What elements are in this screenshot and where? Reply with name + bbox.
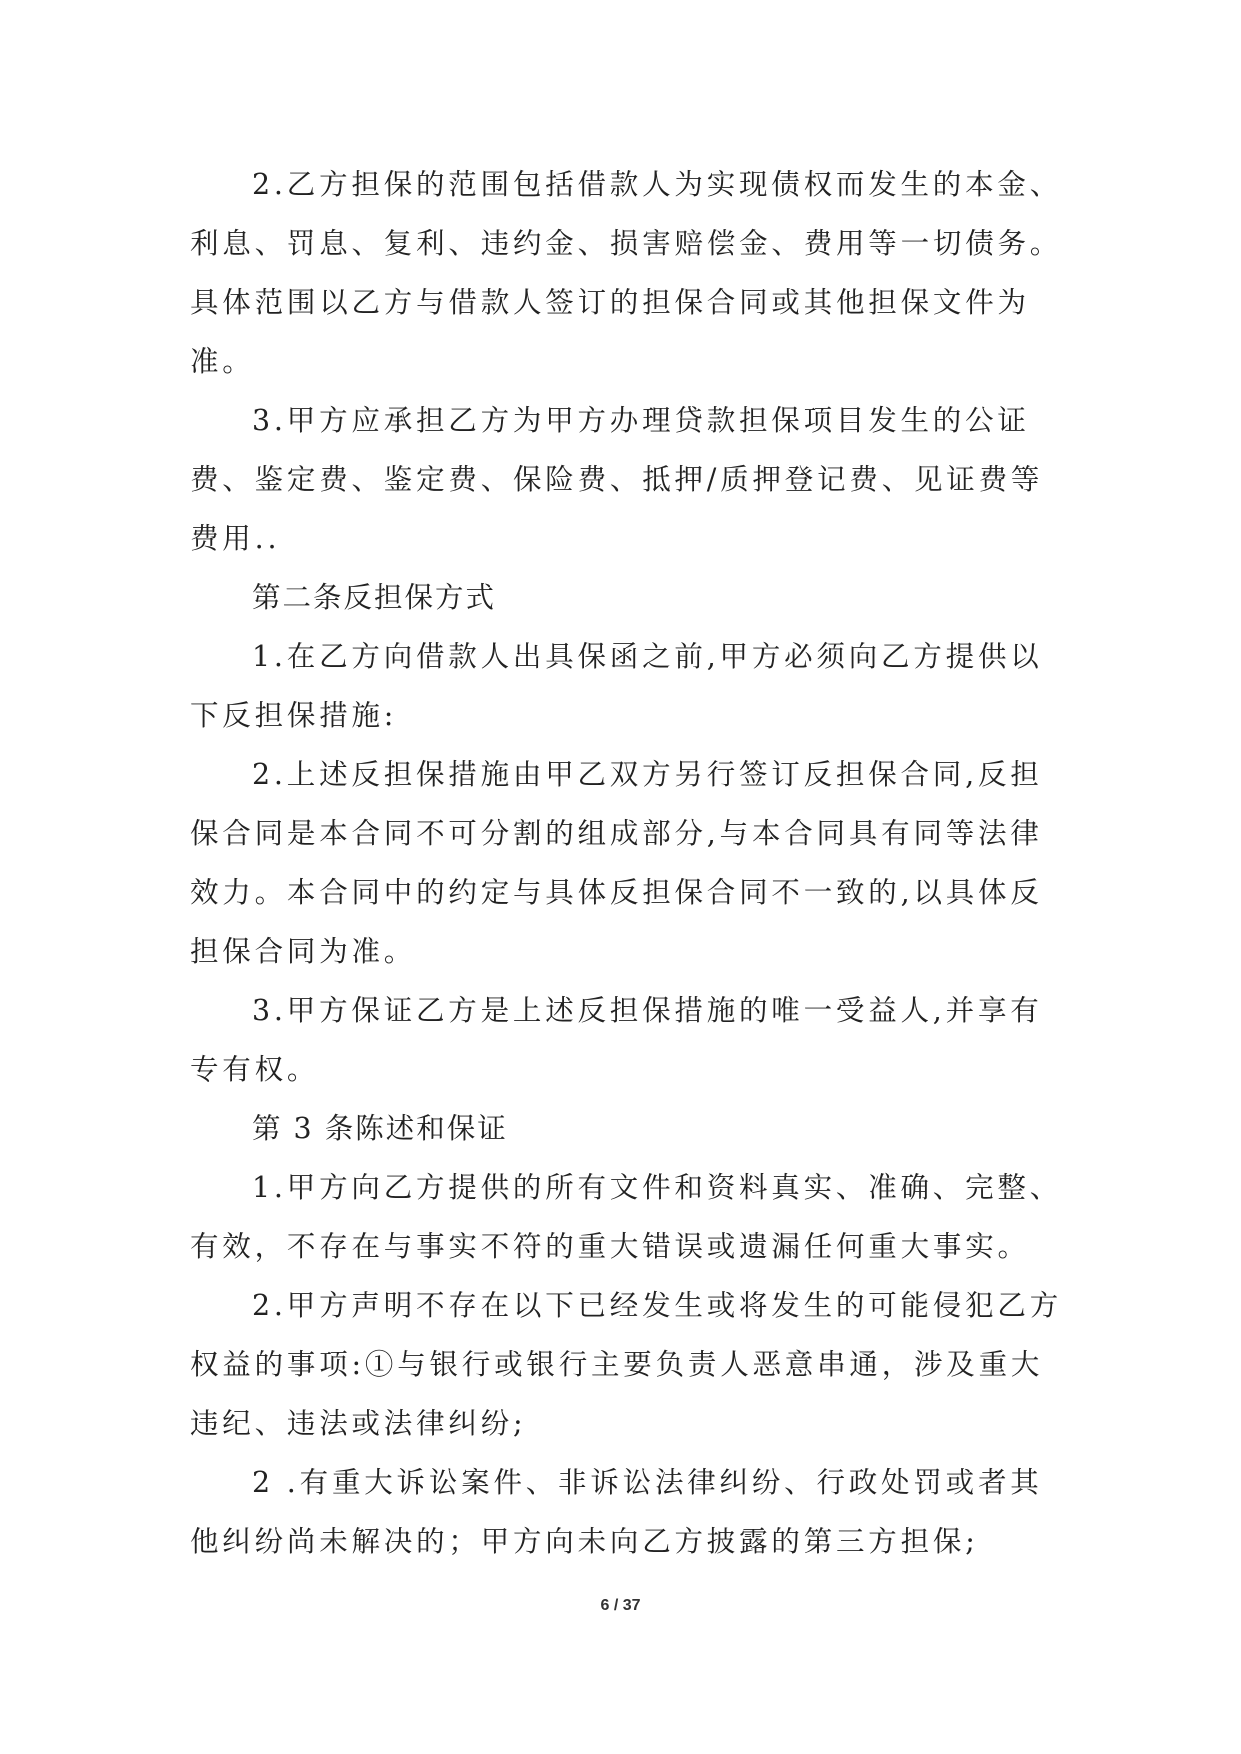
section-heading-article-2: 第二条反担保方式 xyxy=(252,581,497,614)
paragraph-litigation: 2 .有重大诉讼案件、非诉讼法律纠纷、行政处罚或者其他纠纷尚未解决的；甲方向未向乙方披露的第三方担保; xyxy=(190,1466,1043,1558)
document-body xyxy=(190,155,1065,1571)
paragraph-counter-guarantee-measures: 1.在乙方向借款人出具保函之前,甲方必须向乙方提供以下反担保措施: xyxy=(190,640,1043,732)
paragraph-fees: 3.甲方应承担乙方为甲方办理贷款担保项目发生的公证费、鉴定费、鉴定费、保险费、抵押/质押登记费、见证费等费用.. xyxy=(190,404,1044,555)
page-number: 6 / 37 xyxy=(600,1597,641,1614)
section-heading-article-3: 第 3 条陈述和保证 xyxy=(252,1112,508,1145)
paragraph-counter-guarantee-contract: 2.上述反担保措施由甲乙双方另行签订反担保合同,反担保合同是本合同不可分割的组成部分,与本合同具有同等法律效力。本合同中的约定与具体反担保合同不一致的,以具体反担保合同为准。 xyxy=(190,758,1043,968)
paragraph-no-infringing-matters: 2.甲方声明不存在以下已经发生或将发生的可能侵犯乙方权益的事项:①与银行或银行主要负责人恶意串通，涉及重大违纪、违法或法律纠纷; xyxy=(190,1289,1062,1440)
paragraph-guarantee-scope: 2.乙方担保的范围包括借款人为实现债权而发生的本金、利息、罚息、复利、违约金、损害赔偿金、费用等一切债务。具体范围以乙方与借款人签订的担保合同或其他担保文件为准。 xyxy=(190,168,1063,378)
paragraph-documents-true: 1.甲方向乙方提供的所有文件和资料真实、准确、完整、有效，不存在与事实不符的重大错误或遗漏任何重大事实。 xyxy=(190,1171,1062,1263)
paragraph-sole-beneficiary: 3.甲方保证乙方是上述反担保措施的唯一受益人,并享有专有权。 xyxy=(190,994,1043,1086)
